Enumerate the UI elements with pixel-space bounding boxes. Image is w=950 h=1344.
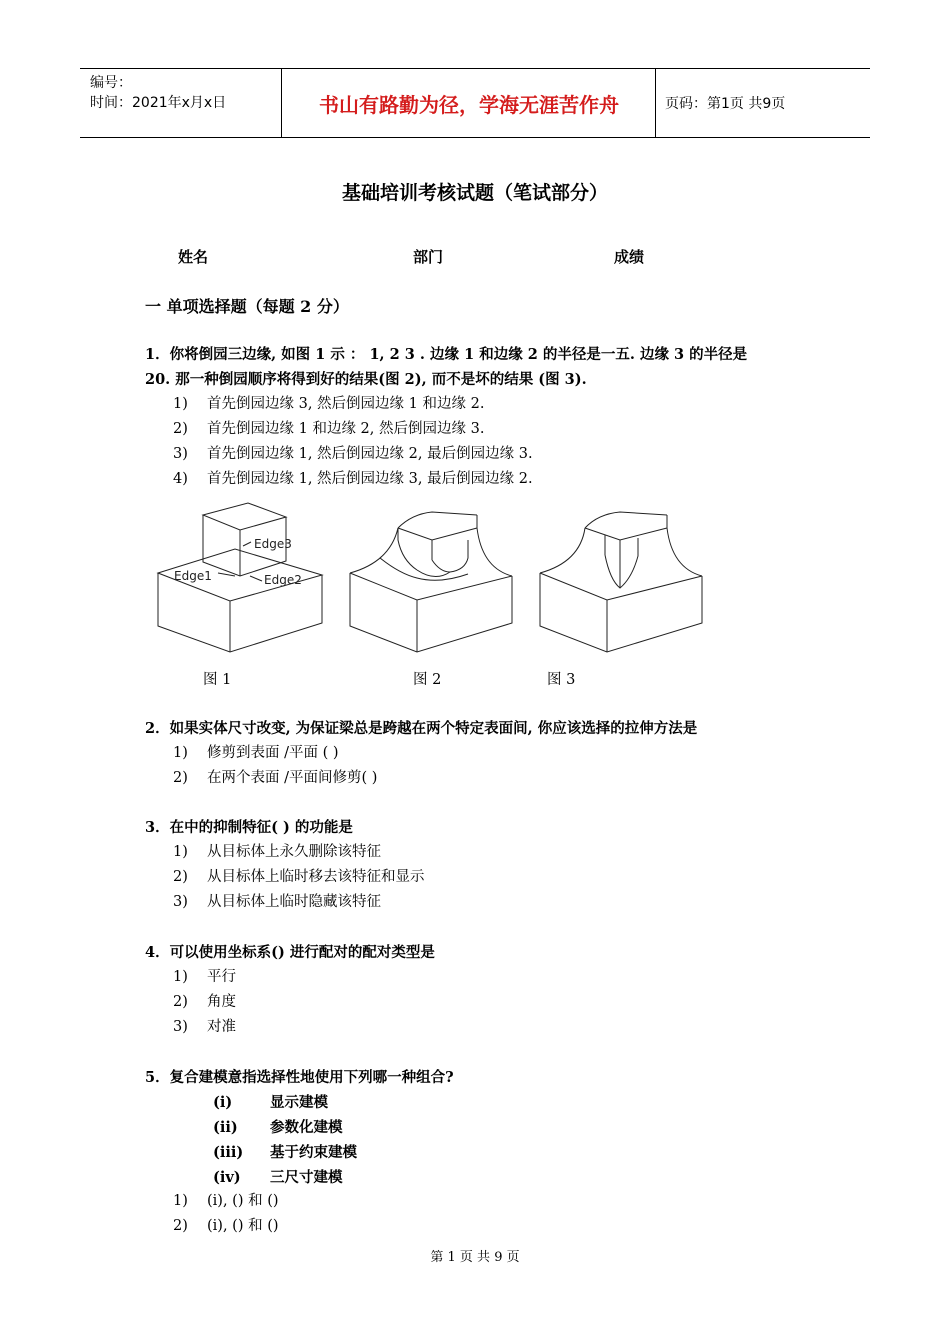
figure-1-drawing bbox=[158, 503, 322, 652]
score-field-label: 成绩 bbox=[614, 248, 645, 266]
edge3-label: Edge3 bbox=[254, 537, 292, 551]
figure-1-caption: 图 1 bbox=[203, 672, 232, 688]
question-5-sub-item: (i) 显示建模 bbox=[213, 1094, 328, 1111]
figures-panel bbox=[150, 500, 710, 660]
question-3-option: 2) 从目标体上临时移去该特征和显示 bbox=[173, 869, 425, 885]
question-4: 4．可以使用坐标系() 进行配对的配对类型是 bbox=[145, 944, 435, 961]
section-title: 一 单项选择题（每题 2 分） bbox=[145, 297, 349, 316]
question-5-sub-item: (ii) 参数化建模 bbox=[213, 1119, 343, 1136]
question-5-sub-item: (iv) 三尺寸建模 bbox=[213, 1169, 343, 1186]
question-5-option: 1) (i), () 和 () bbox=[173, 1193, 279, 1209]
question-1-option: 1) 首先倒园边缘 3, 然后倒园边缘 1 和边缘 2. bbox=[173, 396, 485, 412]
question-3-option: 3) 从目标体上临时隐藏该特征 bbox=[173, 894, 381, 910]
page-title: 基础培训考核试题（笔试部分） bbox=[341, 182, 608, 204]
page-info: 页码：第1页 共9页 bbox=[665, 96, 786, 112]
question-4-option: 1) 平行 bbox=[173, 969, 236, 985]
question-1-option: 4) 首先倒园边缘 1, 然后倒园边缘 3, 最后倒园边缘 2. bbox=[173, 471, 533, 487]
question-2: 2．如果实体尺寸改变, 为保证梁总是跨越在两个特定表面间, 你应该选择的拉伸方法是 bbox=[145, 720, 698, 737]
figure-3-drawing bbox=[540, 512, 702, 652]
question-4-option: 3) 对准 bbox=[173, 1019, 236, 1035]
question-2-option: 2) 在两个表面 /平面间修剪( ) bbox=[173, 770, 378, 786]
dept-field-label: 部门 bbox=[413, 248, 444, 266]
question-1-line-1: 1．你将倒园三边缘, 如图 1 示 ： 1, 2 3 . 边缘 1 和边缘 2 的半径是一五. 边缘 3 的半径是 bbox=[145, 346, 748, 363]
figure-2-drawing bbox=[350, 512, 512, 652]
number-label: 编号： bbox=[90, 75, 132, 91]
edge1-label: Edge1 bbox=[174, 569, 212, 583]
figure-3-caption: 图 3 bbox=[547, 672, 576, 688]
time-label: 时间：2021年x月x日 bbox=[90, 95, 227, 111]
figure-2-caption: 图 2 bbox=[413, 672, 442, 688]
question-1-line-2: 20. 那一种倒园顺序将得到好的结果(图 2), 而不是坏的结果 (图 3). bbox=[145, 371, 587, 388]
header-left-cell bbox=[90, 73, 226, 113]
question-5-option: 2) (i), () 和 () bbox=[173, 1218, 279, 1234]
question-1-option: 2) 首先倒园边缘 1 和边缘 2, 然后倒园边缘 3. bbox=[173, 421, 485, 437]
motto: 书山有路勤为径，学海无涯苦作舟 bbox=[319, 92, 619, 117]
question-3-option: 1) 从目标体上永久删除该特征 bbox=[173, 844, 381, 860]
question-3: 3．在中的抑制特征( ) 的功能是 bbox=[145, 819, 353, 836]
header-table bbox=[80, 68, 870, 138]
edge2-label: Edge2 bbox=[264, 573, 302, 587]
name-field-label: 姓名 bbox=[178, 248, 209, 266]
question-1-option: 3) 首先倒园边缘 1, 然后倒园边缘 2, 最后倒园边缘 3. bbox=[173, 446, 533, 462]
question-2-option: 1) 修剪到表面 /平面 ( ) bbox=[173, 745, 339, 761]
question-4-option: 2) 角度 bbox=[173, 994, 236, 1010]
question-5-sub-item: (iii) 基于约束建模 bbox=[213, 1144, 357, 1161]
page-footer: 第 1 页 共 9 页 bbox=[430, 1250, 520, 1265]
question-5: 5．复合建模意指选择性地使用下列哪一种组合? bbox=[145, 1069, 454, 1086]
